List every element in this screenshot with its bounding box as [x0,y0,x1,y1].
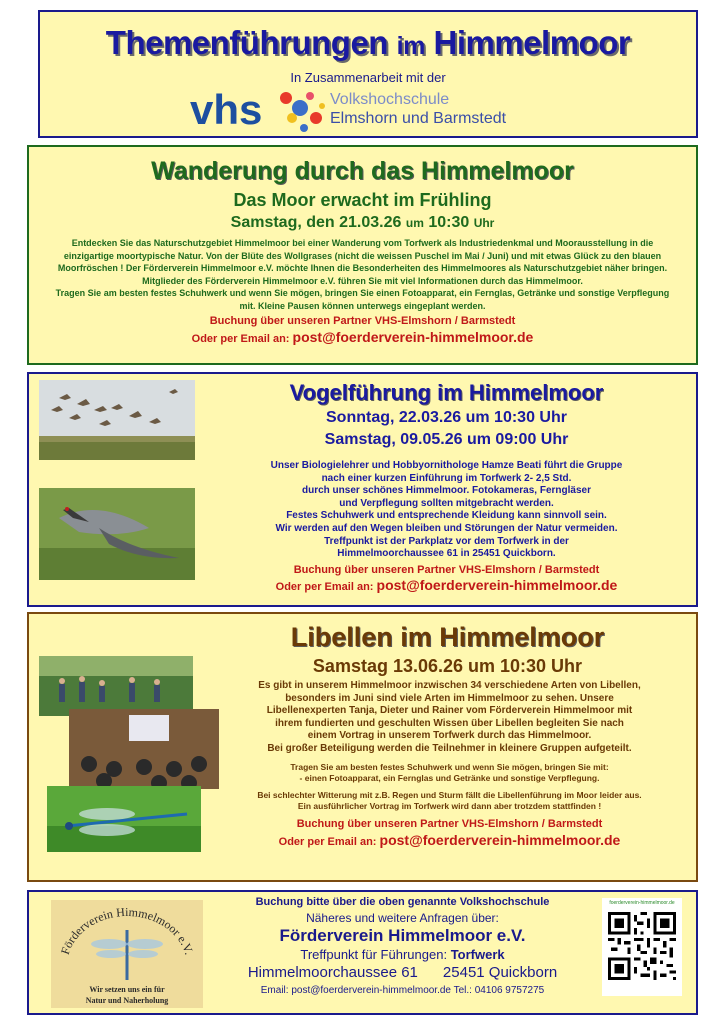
footer-email-phone[interactable]: Email: post@foerderverein-himmelmoor.de Tel.: 04106 9757275 [260,985,545,996]
header-panel [38,10,698,138]
email-line [49,328,676,346]
event-date-2: Samstag, 09.05.26 um 09:00 Uhr [324,431,569,448]
header-subtitle: In Zusammenarbeit mit der [290,70,446,85]
booking-note: Buchung über unseren Partner VHS-Elmshorn / Barmstedt [293,563,600,576]
date-um: um [405,216,424,230]
description-line: Bei großer Beteiligung werden die Teilnehmer in kleinere Gruppen aufgeteilt. [267,742,632,754]
email-prefix: Oder per Email an: [278,836,377,849]
meeting-prefix: Treffpunkt für Führungen: [300,947,448,962]
geese-photo [39,380,195,460]
description-line: Treffpunkt ist der Parkplatz vor dem Torfwerk in der [324,535,569,547]
qr-code-icon[interactable] [608,912,676,980]
footer-org-name: Förderverein Himmelmoor e.V. [279,926,526,945]
event-description [49,237,676,345]
email-link[interactable]: post@foerderverein-himmelmoor.de [379,832,621,849]
footer-booking-note: Buchung bitte über die oben genannte Volkshochschule [255,896,550,908]
weather-line: Ein ausführlicher Vortrag im Torfwerk wird dann aber trotzdem stattfinden ! [297,800,602,811]
description-line: Himmelmoorchaussee 61 in 25451 Quickborn. [337,548,556,560]
event-date: Samstag 13.06.26 um 10:30 Uhr [312,656,583,676]
vhs-mark: vhs [190,86,263,133]
event-description [207,680,692,849]
group-outdoor-photo [39,656,193,716]
address-city: 25451 Quickborn [442,964,558,981]
email-prefix: Oder per Email an: [275,581,374,594]
event-title: Wanderung durch das Himmelmoor [151,157,574,185]
description-line: und Verpflegung sollten mitgebracht werden. [339,497,554,509]
description-line: durch unser schönes Himmelmoor. Fotokameras, Ferngläser [302,485,591,497]
email-link[interactable]: post@foerderverein-himmelmoor.de [292,328,534,345]
vhs-name [330,90,506,128]
event-date [29,214,696,232]
description-line: Wir werden auf den Wegen bleiben und Störungen der Natur vermeiden. [275,522,618,534]
title-part-3: Himmelmoor [433,24,631,61]
logo-tagline-2: Natur und Naherholung [85,996,169,1005]
dragonfly-photo [47,786,201,852]
event-hike [27,145,698,365]
email-prefix: Oder per Email an: [191,332,290,345]
weather-line: Bei schlechter Witterung mit z.B. Regen und Sturm fällt die Libellenführung im Moor leider aus. [257,789,642,800]
gear-line: - einen Fotoapparat, ein Fernglas und Getränke und sonstige Verpflegung. [299,772,600,783]
vhs-line-1: Volkshochschule [330,91,450,108]
title-part-2: im [396,32,425,60]
description-line: ihrem fundierten und geschulten Wissen über Libellen begleiten Sie nach [275,717,624,729]
booking-note: Buchung über unseren Partner VHS-Elmshorn / Barmstedt [296,817,603,830]
description-line: nach einer kurzen Einführung im Torfwerk 2- 2,5 Std. [321,472,572,484]
title-part-1: Themenführungen [105,24,388,61]
logo-arc-text: Förderverein Himmelmoor e.V. [57,904,197,957]
qr-code-panel [602,898,682,996]
footer-contact [209,896,596,996]
description-line: Festes Schuhwerk und entsprechende Kleidung kann sinnvoll sein. [286,510,607,522]
description-line: Libellenexperten Tanja, Dieter und Rainer vom Förderverein Himmelmoor mit [266,705,633,717]
footer-meeting-point [209,947,596,962]
email-line [207,834,692,849]
gear-line: Tragen Sie am besten festes Schuhwerk und wenn Sie mögen, bringen Sie mit: [290,761,609,772]
date-text: Samstag, den 21.03.26 [230,214,402,231]
verein-logo [51,900,203,1008]
email-link[interactable]: post@foerderverein-himmelmoor.de [376,577,618,594]
vhs-line-2: Elmshorn und Barmstedt [330,110,507,127]
footer-inquiry-note: Näheres und weitere Anfragen über: [306,911,499,925]
email-line [197,579,696,594]
event-birds [27,372,698,607]
description-line: besonders im Juni sind viele Arten im Himmelmoor zu sehen. Unsere [285,692,614,704]
address-street: Himmelmoorchaussee 61 [247,964,418,981]
footer-panel [27,890,698,1015]
booking-note: Buchung über unseren Partner VHS-Elmshorn / Barmstedt [209,315,516,327]
meeting-place: Torfwerk [450,947,505,962]
description-line: Es gibt in unserem Himmelmoor inzwischen 34 verschiedene Arten von Libellen, [258,680,641,691]
footer-address [209,964,596,981]
description-gear: Tragen Sie am besten festes Schuhwerk und wenn Sie mögen, bringen Sie einen Fotoapparat, ein Fernglas, Getränke und sonstige Verpflegung mit. Kleine Pausen können unterwegs eingeplant werden. [55,288,670,311]
event-date-1: Sonntag, 22.03.26 um 10:30 Uhr [326,409,567,426]
event-description [197,460,696,594]
qr-url: foerderverein-himmelmoor.de [609,900,675,906]
event-title: Libellen im Himmelmoor [290,622,605,652]
event-dragonflies [27,612,698,882]
description-text: Entdecken Sie das Naturschutzgebiet Himmelmoor bei einer Wanderung vom Torfwerk als Industriedenkmal und Moorausstellung in die einzigartige moortypische Natur. Von der Blüte des Wollgrases (nicht die weissen Puschel im Mai / Juni) und mit etwas Glück zu den blauen Moorfröschen ! Der Förderverein Himmelmoor e.V. möchte Ihnen die Besonderheiten des Himmelmoores als Naturschutzgebiet näher bringen. Mitglieder des Förderverein Himmelmoor e.V. führen Sie mit viel Informationen durch das Himmelmoor. [57,238,668,286]
lecture-photo [69,709,219,789]
date-uhr: Uhr [473,216,495,230]
date-time: 10:30 [428,214,470,231]
description-line: einem Vortrag in unserem Torfwerk durch das Himmelmoor. [307,730,592,742]
crane-photo [39,488,195,580]
logo-tagline-1: Wir setzen uns ein für [89,985,165,994]
event-subtitle: Das Moor erwacht im Frühling [233,190,492,210]
event-title: Vogelführung im Himmelmoor [289,380,604,405]
description-line: Unser Biologielehrer und Hobbyornithologe Hamze Beati führt die Gruppe [270,460,623,471]
page-title [40,24,696,62]
